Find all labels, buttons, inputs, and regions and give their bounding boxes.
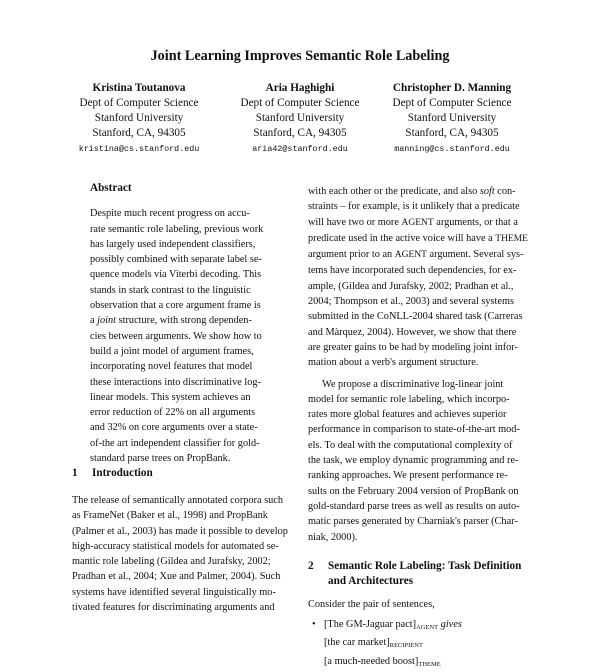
body-line: matic parses generated by Charniak's parser (Char- [308,516,518,528]
body-line: Consider the pair of sentences, [308,598,435,610]
body-line: niak, 2000). [308,531,358,543]
role-label: THEME [495,233,528,244]
abstract-line: rate semantic role labeling, previous work [90,223,264,235]
abstract-line: error reduction of 22% on all arguments [90,407,256,419]
section-heading-srl [308,559,534,589]
role-subscript: RECIPIENT [389,642,423,650]
body-line: performance in comparison to state-of-the-art mod- [308,424,520,436]
abstract-line: standard parse trees on PropBank. [90,453,231,465]
example-text: [The GM-Jaguar pact] [324,619,417,631]
author-address: Stanford, CA, 94305 [405,127,499,139]
author-block-3 [372,81,532,157]
author-email: manning@cs.stanford.edu [394,144,510,154]
example-line [308,654,534,672]
body-line [308,247,534,263]
abstract-line: stands in stark contrast to the linguistic [90,284,251,296]
abstract-line: of-the art independent classifier for gold- [90,437,260,449]
example-line [308,635,534,653]
body-line: gold-standard parse trees as well as results on auto- [308,500,520,512]
author-dept: Dept of Computer Science [392,97,512,109]
body-text: argument. Several sys- [426,249,524,261]
abstract-line: linear models. This system achieves an [90,391,251,403]
abstract-line: these interactions into discriminative log- [90,376,261,388]
author-address: Stanford, CA, 94305 [253,127,347,139]
author-block-1 [64,81,214,157]
body-text: predicate used in the active voice will have a [308,232,496,244]
body-text: arguments, or that a [433,216,518,228]
author-university: Stanford University [255,112,345,124]
body-line: ranking approaches. We present performance re- [308,470,508,482]
example-line [308,617,534,635]
body-line: sults on the February 2004 version of PropBank on [308,485,519,497]
introduction-section [72,466,298,615]
right-column [308,184,534,672]
intro-line: tivated features for discriminating arguments and [72,602,275,614]
example-verb: gives [440,619,462,631]
abstract-text: a [90,315,98,327]
abstract-emphasis: joint [97,315,117,327]
section-title-line: and Architectures [328,574,414,587]
intro-line: systems have identified several linguistically mo- [72,586,276,598]
body-line: submitted in the CoNLL-2004 shared task (Carreras [308,311,523,323]
abstract-line: incorporating novel features that model [90,361,253,373]
section-heading-introduction [72,466,298,481]
example-text: [a much-needed boost] [324,655,419,667]
body-line: model for semantic role labeling, which incorpo- [308,393,510,405]
section-title [328,559,521,589]
role-subscript: AGENT [416,624,439,632]
body-line: ample, (Gildea and Jurafsky, 2002; Pradhan et al., [308,280,514,292]
body-line [308,184,534,199]
intro-line: Pradhan et al., 2004; Xue and Palmer, 2004). Such [72,571,281,583]
abstract-text: structure, with strong dependen- [116,315,252,327]
intro-line: The release of semantically annotated corpora such [72,495,283,506]
body-emphasis: soft [479,186,495,197]
section-number: 1 [72,467,78,479]
paper-title: Joint Learning Improves Semantic Role Labeling [150,48,450,64]
abstract-line: build a joint model of argument frames, [90,345,254,357]
body-line: We propose a discriminative log-linear joint [322,378,504,390]
abstract-line: has largely used independent classifiers, [90,238,256,250]
abstract-section [90,181,298,466]
abstract-heading: Abstract [90,182,132,194]
intro-line: (Palmer et al., 2003) has made it possible to develop [72,525,288,537]
abstract-line: and 32% on core arguments over a state- [90,422,258,434]
bullet: • [312,619,316,631]
abstract-line: quence models via Viterbi decoding. This [90,269,262,281]
author-dept: Dept of Computer Science [240,97,360,109]
body-line: rates more global features and achieves superior [308,409,507,421]
intro-line: high-accuracy statistical models for automated se- [72,540,279,552]
body-text: will have two or more [308,216,402,228]
abstract-line: Despite much recent progress on accu- [90,208,250,220]
body-line [308,215,534,231]
section-title: Introduction [92,467,153,479]
body-line: and Màrquez, 2004). However, we show that there [308,326,517,338]
body-line: the task, we employ dynamic programming and re- [308,455,519,467]
section-number: 2 [308,559,314,572]
role-label: AGENT [401,217,434,228]
author-email: kristina@cs.stanford.edu [78,144,200,154]
author-university: Stanford University [407,112,497,124]
body-text: con- [494,186,516,197]
author-dept: Dept of Computer Science [79,97,199,109]
author-email: aria42@stanford.edu [252,144,348,154]
body-line: 2004; Thompson et al., 2003) and several systems [308,296,515,308]
role-label: AGENT [394,250,427,261]
body-line: straints – for example, is it unlikely that a predicate [308,201,520,213]
body-line: tems have incorporated such dependencies, for ex- [308,265,517,277]
example-text: [the car market] [324,637,390,649]
author-address: Stanford, CA, 94305 [92,127,186,139]
author-name: Kristina Toutanova [92,82,186,94]
author-name: Aria Haghighi [265,82,335,94]
body-line: mation about a verb's argument structure. [308,357,479,369]
author-university: Stanford University [94,112,184,124]
body-line: are greater gains to be had by modeling joint infor- [308,341,518,353]
abstract-line: cies between arguments. We show how to [90,330,262,342]
body-text: with each other or the predicate, and also [308,186,480,197]
author-name: Christopher D. Manning [392,82,512,94]
abstract-line [90,313,298,328]
section-title-line: Semantic Role Labeling: Task Definition [328,559,522,572]
role-subscript: THEME [418,660,441,668]
author-block-2 [225,81,375,157]
intro-line: as FrameNet (Baker et al., 1998) and PropBank [72,510,268,522]
body-text: argument prior to an [308,249,395,261]
intro-line: mantic role labeling (Gildea and Jurafsky, 2002; [72,556,271,568]
body-line [308,231,534,247]
abstract-line: observation that a core argument frame is [90,300,261,312]
abstract-line: possibly combined with separate label se- [90,254,262,266]
body-line: els. To deal with the computational complexity of [308,439,513,451]
